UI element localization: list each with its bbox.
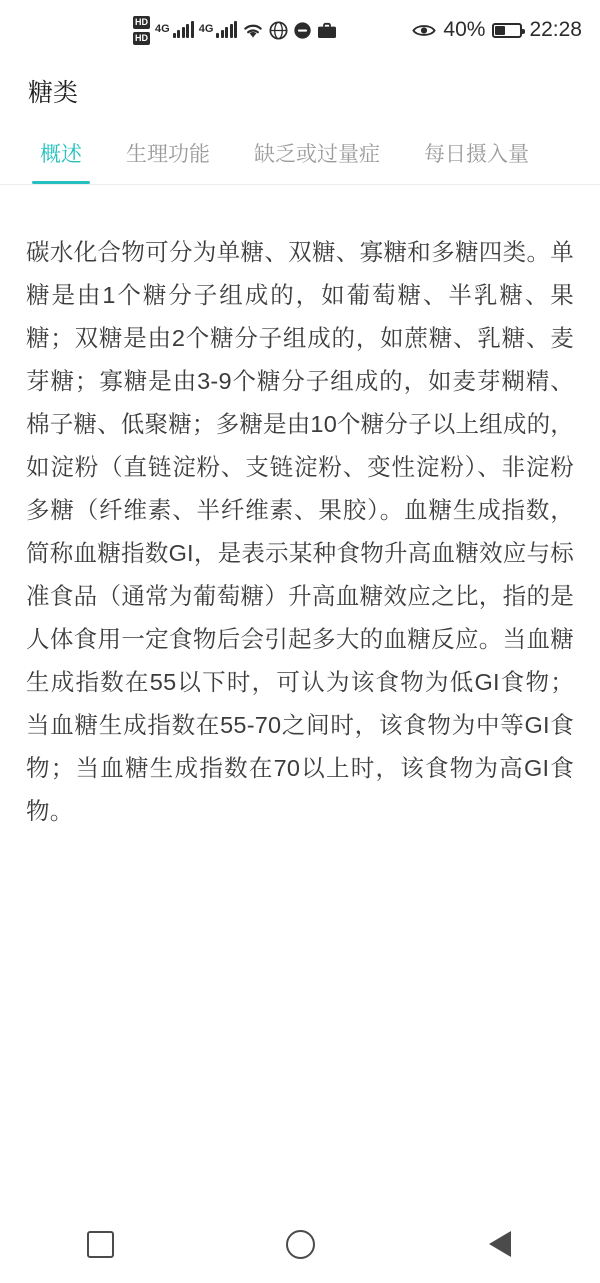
hd-icon	[133, 16, 150, 45]
signal-4g-icon	[155, 22, 194, 38]
tab-physiological-function[interactable]	[104, 122, 232, 184]
signal-4g-icon-secondary	[199, 22, 238, 38]
recent-apps-button[interactable]	[68, 1212, 132, 1276]
battery-percent-label: 40%	[443, 18, 486, 41]
hd-badge-secondary: HD	[135, 32, 149, 43]
tab-physiological-function-label: 生理功能	[126, 143, 210, 166]
network-type-label-1: 4G	[155, 23, 170, 35]
square-icon	[87, 1231, 114, 1258]
app-header	[0, 60, 600, 122]
circle-icon	[286, 1230, 315, 1259]
tab-daily-intake-label: 每日摄入量	[424, 143, 529, 166]
article-body: 碳水化合物可分为单糖、双糖、寡糖和多糖四类。单糖是由1个糖分子组成的，如葡萄糖、半乳糖、果糖；双糖是由2个糖分子组成的，如蔗糖、乳糖、麦芽糖；寡糖是由3-9个糖分子组成的，如麦芽糊精、棉子糖、低聚糖；多糖是由10个糖分子以上组成的，如淀粉（直链淀粉、支链淀粉、变性淀粉）、非淀粉多糖（纤维素、半纤维素、果胶）。血糖生成指数，简称血糖指数GI，是表示某种食物升高血糖效应与标准食品（通常为葡萄糖）升高血糖效应之比，指的是人体食用一定食物后会引起多大的血糖反应。当血糖生成指数在55以下时，可认为该食物为低GI食物；当血糖生成指数在55-70之间时，该食物为中等GI食物；当血糖生成指数在70以上时，该食物为高GI食物。	[26, 238, 574, 824]
tab-overview-label: 概述	[40, 143, 82, 166]
network-type-label-2: 4G	[198, 23, 214, 35]
battery-icon	[492, 23, 522, 38]
tab-deficiency-or-excess[interactable]	[232, 122, 402, 184]
tab-deficiency-or-excess-label: 缺乏或过量症	[254, 143, 380, 166]
clock-label: 22:28	[529, 18, 582, 41]
hd-badge-primary: HD	[135, 16, 149, 27]
triangle-back-icon	[489, 1231, 511, 1257]
status-bar-right	[412, 18, 582, 42]
back-button[interactable]	[468, 1212, 532, 1276]
signal-bars-1	[173, 22, 194, 38]
status-bar	[0, 0, 600, 60]
signal-bars-2	[216, 22, 237, 38]
content-area	[0, 185, 600, 833]
tab-daily-intake[interactable]	[402, 122, 551, 184]
tab-overview[interactable]	[18, 122, 104, 184]
system-navigation-bar	[0, 1205, 600, 1283]
page-title: 糖类	[28, 79, 79, 107]
wifi-icon	[242, 21, 264, 39]
briefcase-icon	[317, 22, 337, 39]
tab-bar[interactable]	[0, 122, 600, 184]
home-button[interactable]	[268, 1212, 332, 1276]
do-not-disturb-icon	[293, 21, 312, 40]
status-bar-left-icons	[58, 16, 412, 45]
eye-care-icon	[412, 22, 436, 39]
globe-icon	[269, 21, 288, 40]
